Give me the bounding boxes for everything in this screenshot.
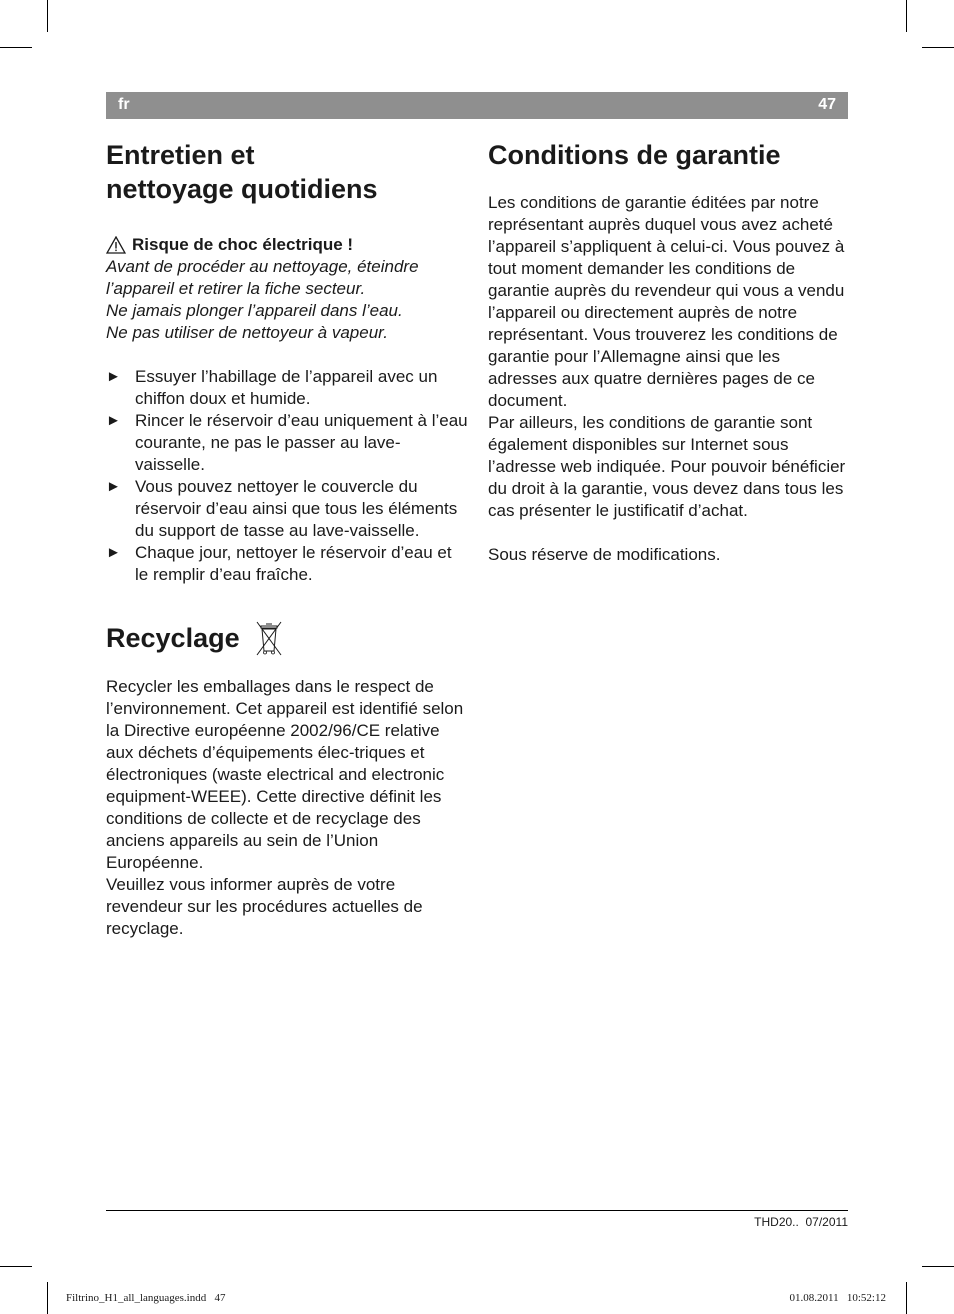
- warning-line: Ne jamais plonger l’appareil dans l’eau.: [106, 301, 403, 320]
- page-header-bar: [106, 92, 848, 119]
- crop-mark: [47, 0, 48, 32]
- list-item: [106, 410, 468, 476]
- crop-mark: [922, 47, 954, 48]
- language-code: fr: [118, 96, 130, 113]
- warranty-note: Sous réserve de modifications.: [488, 545, 721, 564]
- crop-mark: [0, 1266, 32, 1267]
- crop-mark: [47, 1282, 48, 1314]
- crop-mark: [0, 47, 32, 48]
- warranty-paragraph: Par ailleurs, les conditions de garantie sont également disponibles sur Internet sous l’adresse web indiquée. Pour pouvoir bénéficier du droit à la garantie, vous devez dans tous les cas présenter le justificatif d’achat.: [488, 413, 846, 520]
- document-code: THD20.. 07/2011: [754, 1215, 848, 1229]
- footer-rule: [106, 1210, 848, 1211]
- list-item: [106, 366, 468, 410]
- play-arrow-icon: ►: [106, 544, 121, 561]
- step-text: Chaque jour, nettoyer le réservoir d’eau et le remplir d’eau fraîche.: [135, 543, 452, 584]
- step-text: Essuyer l’habillage de l’appareil avec un chiffon doux et humide.: [135, 367, 438, 408]
- page-number: 47: [818, 96, 836, 113]
- warranty-paragraph: Les conditions de garantie éditées par notre représentant auprès duquel vous avez acheté l’appareil s’appliquent à celui-ci. Vous pouvez à tout moment demander les conditions de garantie auprès du revendeur qui vous a vendu l’appareil ou directement auprès de notre représentant. Vous trouverez les conditions de garantie pour l’Allemagne ainsi que les adresses aux quatre dernières pages de ce document.: [488, 193, 845, 410]
- left-column: [106, 138, 468, 940]
- step-text: Vous pouvez nettoyer le couvercle du réservoir d’eau ainsi que tous les éléments du support de tasse au lave-vaisselle.: [135, 477, 458, 540]
- print-slug-date: 01.08.2011 10:52:12: [789, 1292, 886, 1304]
- section-title-recycling: Recyclage: [106, 623, 240, 653]
- crossed-bin-icon: [254, 620, 284, 656]
- title-line-2: nettoyage quotidiens: [106, 174, 378, 204]
- play-arrow-icon: ►: [106, 368, 121, 385]
- right-column: [488, 138, 850, 566]
- section-title-maintenance: [106, 138, 468, 206]
- warning-heading: [106, 234, 468, 256]
- section-title-warranty: Conditions de garantie: [488, 140, 781, 170]
- step-text: Rincer le réservoir d’eau uniquement à l’eau courante, ne pas le passer au lave-vaisselle.: [135, 411, 468, 474]
- warning-line: l’appareil et retirer la fiche secteur.: [106, 279, 366, 298]
- warning-triangle-icon: [106, 236, 126, 254]
- title-line-1: Entretien et: [106, 140, 255, 170]
- recycling-heading: [106, 620, 468, 656]
- play-arrow-icon: ►: [106, 478, 121, 495]
- cleaning-steps-list: [106, 366, 468, 586]
- warning-line: Ne pas utiliser de nettoyeur à vapeur.: [106, 323, 388, 342]
- list-item: [106, 476, 468, 542]
- recycling-paragraph: Veuillez vous informer auprès de votre revendeur sur les procédures actuelles de recyclage.: [106, 875, 423, 938]
- print-slug-file: Filtrino_H1_all_languages.indd 47: [66, 1292, 226, 1304]
- play-arrow-icon: ►: [106, 412, 121, 429]
- warning-title: Risque de choc électrique !: [132, 235, 354, 254]
- crop-mark: [922, 1266, 954, 1267]
- crop-mark: [906, 1282, 907, 1314]
- recycling-paragraph: Recycler les emballages dans le respect de l’environnement. Cet appareil est identifié selon la Directive européenne 2002/96/CE relative aux déchets d’équipements élec-triques et électroniques (waste electrical and electronic equipment-WEEE). Cette directive définit les conditions de collecte et de recyclage des anciens appareils au sein de l’Union Européenne.: [106, 677, 464, 872]
- crop-mark: [906, 0, 907, 32]
- list-item: [106, 542, 468, 586]
- warning-line: Avant de procéder au nettoyage, éteindre: [106, 257, 419, 276]
